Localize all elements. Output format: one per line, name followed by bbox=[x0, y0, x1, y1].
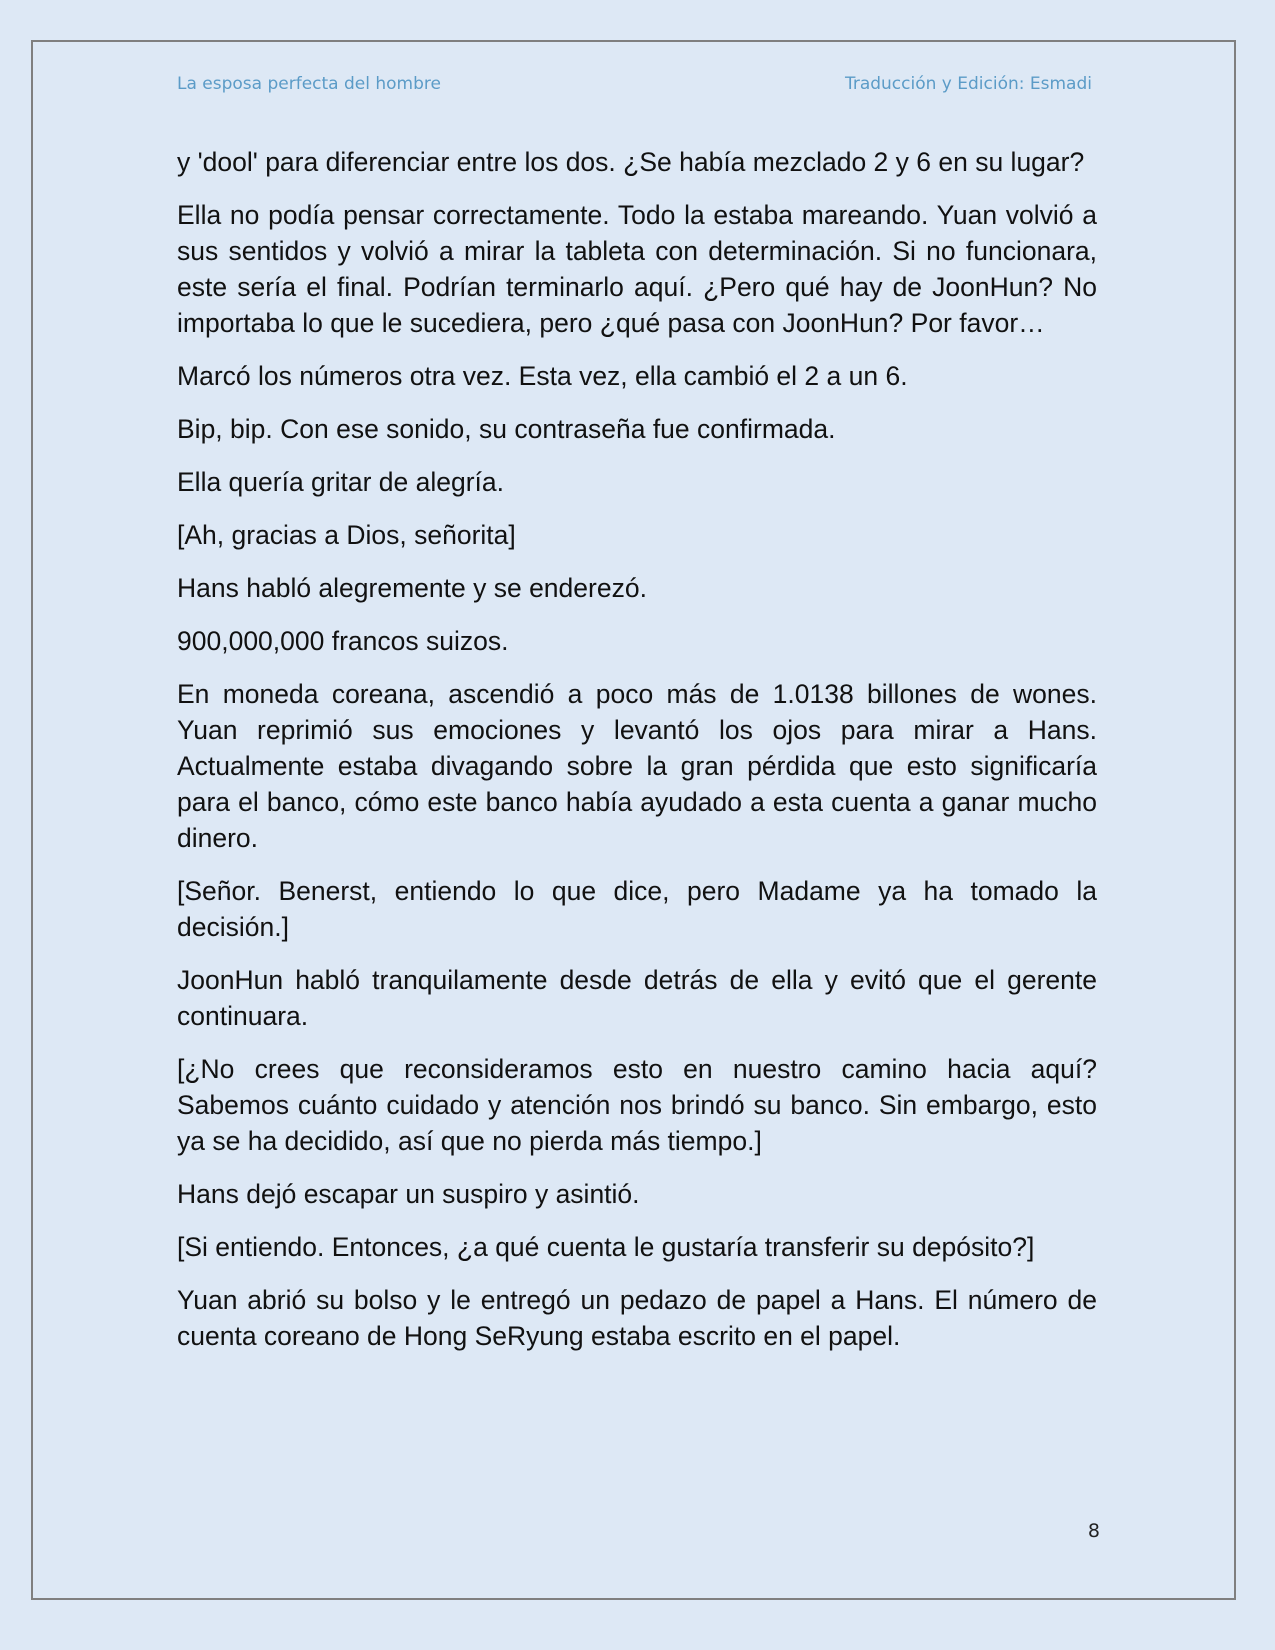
page-number: 8 bbox=[1087, 1520, 1100, 1542]
paragraph: Bip, bip. Con ese sonido, su contraseña fue confirmada. bbox=[177, 414, 836, 444]
paragraph: Hans dejó escapar un suspiro y asintió. bbox=[177, 1179, 640, 1209]
paragraph: y 'dool' para diferenciar entre los dos. ¿Se había mezclado 2 y 6 en su lugar? bbox=[177, 147, 1085, 177]
paragraph: Yuan abrió su bolso y le entregó un pedazo de papel a Hans. El número de cuenta coreano de Hong SeRyung estaba escrito en el papel. bbox=[177, 1285, 1097, 1351]
paragraph: [¿No crees que reconsideramos esto en nuestro camino hacia aquí? Sabemos cuánto cuidado y atención nos brindó su banco. Sin embargo, esto ya se ha decidido, así que no pierda más tiempo.] bbox=[177, 1054, 1097, 1156]
paragraph: [Si entiendo. Entonces, ¿a qué cuenta le gustaría transferir su depósito?] bbox=[177, 1232, 1035, 1262]
paragraph: Marcó los números otra vez. Esta vez, ella cambió el 2 a un 6. bbox=[177, 361, 908, 391]
paragraph: 900,000,000 francos suizos. bbox=[177, 626, 509, 656]
paragraph: Hans habló alegremente y se enderezó. bbox=[177, 573, 647, 603]
header-title: La esposa perfecta del hombre bbox=[177, 74, 441, 94]
page-header bbox=[177, 72, 1092, 100]
paragraph: Ella quería gritar de alegría. bbox=[177, 467, 505, 497]
paragraph: Ella no podía pensar correctamente. Todo la estaba mareando. Yuan volvió a sus sentidos y volvió a mirar la tableta con determinación. Si no funcionara, este sería el final. Podrían terminarlo aquí. ¿Pero qué hay de JoonHun? No importaba lo que le sucediera, pero ¿qué pasa con JoonHun? Por favor… bbox=[177, 200, 1097, 338]
header-credit: Traducción y Edición: Esmadi bbox=[844, 74, 1092, 94]
paragraph: JoonHun habló tranquilamente desde detrás de ella y evitó que el gerente continuara. bbox=[177, 965, 1097, 1031]
document-body bbox=[177, 144, 1097, 1371]
paragraph: En moneda coreana, ascendió a poco más de 1.0138 billones de wones. Yuan reprimió sus emociones y levantó los ojos para mirar a Hans. Actualmente estaba divagando sobre la gran pérdida que esto significaría para el banco, cómo este banco había ayudado a esta cuenta a ganar mucho dinero. bbox=[177, 679, 1097, 853]
paragraph: [Señor. Benerst, entiendo lo que dice, pero Madame ya ha tomado la decisión.] bbox=[177, 876, 1097, 942]
paragraph: [Ah, gracias a Dios, señorita] bbox=[177, 520, 516, 550]
